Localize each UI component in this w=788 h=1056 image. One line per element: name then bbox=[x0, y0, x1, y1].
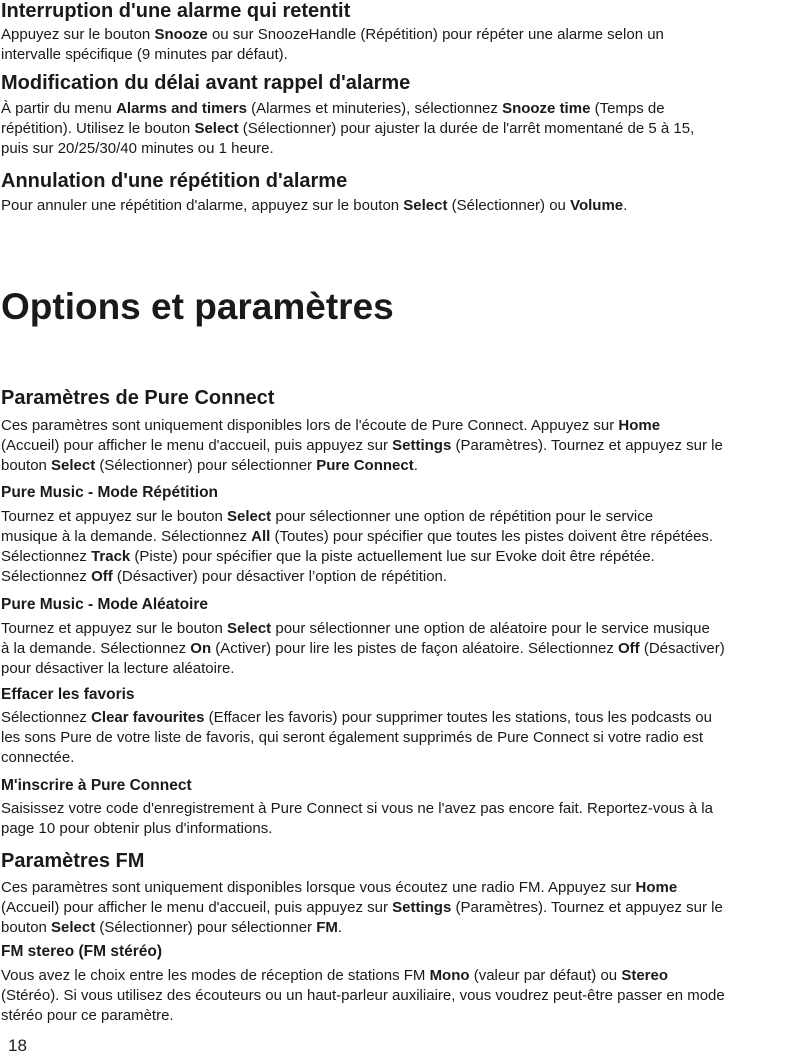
text-run: Tournez et appuyez sur le bouton bbox=[1, 508, 227, 525]
text-run: Saisissez votre code d'enregistrement à Pure Connect si vous ne l'avez pas encore fait. Reportez-vous à la page 10 pour obtenir plus d'informations. bbox=[1, 800, 713, 837]
bold-term: FM bbox=[316, 919, 338, 936]
subsection-body bbox=[1, 966, 787, 1026]
page-number: 18 bbox=[8, 1036, 27, 1055]
text-run: Ces paramètres sont uniquement disponibles lors de l'écoute de Pure Connect. Appuyez sur bbox=[1, 417, 619, 434]
bold-term: Select bbox=[51, 919, 96, 936]
bold-term: All bbox=[251, 528, 271, 545]
text-run: Tournez et appuyez sur le bouton bbox=[1, 620, 227, 637]
text-run: (Désactiver) pour désactiver l’option de répétition. bbox=[112, 568, 448, 585]
text-run: . bbox=[413, 457, 418, 474]
text-run: (Activer) pour lire les pistes de façon aléatoire. Sélectionnez bbox=[211, 640, 619, 657]
text-run: (Piste) pour spécifier que la piste actuellement lue sur Evoke doit être répétée. Sélectionnez bbox=[1, 548, 655, 585]
section-fm bbox=[1, 850, 787, 938]
section-body bbox=[1, 99, 787, 159]
text-run: pour sélectionner une option de aléatoire pour le service musique à la demande. Sélectionnez bbox=[1, 620, 710, 657]
bold-term: Settings bbox=[392, 899, 452, 916]
bold-term: Off bbox=[91, 568, 113, 585]
text-run: . bbox=[623, 197, 628, 214]
text-run: (Paramètres). Tournez et appuyez sur le bouton bbox=[1, 899, 723, 936]
section-heading: Paramètres FM bbox=[1, 850, 145, 872]
text-run: Vous avez le choix entre les modes de réception de stations FM bbox=[1, 967, 430, 984]
text-run: pour sélectionner une option de répétition pour le service musique à la demande. Sélectionnez bbox=[1, 508, 654, 545]
bold-term: Pure Connect bbox=[316, 457, 414, 474]
subsection-title: Effacer les favoris bbox=[1, 686, 135, 703]
subsection-clear-favourites bbox=[1, 686, 787, 768]
bold-term: Mono bbox=[429, 967, 470, 984]
section-heading: Paramètres de Pure Connect bbox=[1, 387, 275, 409]
text-run: (Désactiver) pour désactiver la lecture aléatoire. bbox=[1, 640, 725, 677]
section-heading: Modification du délai avant rappel d'alarme bbox=[1, 72, 411, 94]
text-run: (Accueil) pour afficher le menu d'accueil, puis appuyez sur bbox=[1, 899, 388, 916]
bold-term: Select bbox=[51, 457, 96, 474]
section-snooze-delay bbox=[1, 72, 787, 159]
text-run: (Alarmes et minuteries), sélectionnez bbox=[246, 100, 503, 117]
subsection-body bbox=[1, 708, 787, 768]
section-snooze-interrupt bbox=[1, 0, 787, 65]
subsection-repeat-mode bbox=[1, 484, 787, 587]
subsection-title: FM stereo (FM stéréo) bbox=[1, 943, 163, 960]
bold-term: Track bbox=[91, 548, 131, 565]
section-heading: Annulation d'une répétition d'alarme bbox=[1, 170, 348, 192]
text-run: (Sélectionner) ou bbox=[447, 197, 571, 214]
bold-term: Clear favourites bbox=[91, 709, 205, 726]
text-run: Sélectionnez bbox=[1, 709, 92, 726]
bold-term: Snooze time bbox=[502, 100, 591, 117]
section-body bbox=[1, 196, 787, 216]
bold-term: Stereo bbox=[621, 967, 668, 984]
text-run: ou sur SnoozeHandle (Répétition) pour répéter une alarme selon un intervalle spécifique (9 minutes par défaut). bbox=[1, 26, 664, 63]
bold-term: On bbox=[190, 640, 212, 657]
chapter-title: Options et paramètres bbox=[1, 286, 394, 327]
text-run: . bbox=[337, 919, 343, 936]
text-run: (Sélectionner) pour sélectionner bbox=[95, 919, 317, 936]
text-run: (Sélectionner) pour ajuster la durée de l'arrêt momentané de 5 à 15, puis sur 20/25/30/40 minutes ou 1 heure. bbox=[1, 120, 695, 157]
subsection-body bbox=[1, 507, 787, 587]
section-snooze-cancel bbox=[1, 170, 787, 216]
chapter-block bbox=[1, 287, 787, 327]
text-run: Ces paramètres sont uniquement disponibles lorsque vous écoutez une radio FM. Appuyez sur bbox=[1, 879, 636, 896]
text-run: À partir du menu bbox=[1, 100, 117, 117]
subsection-body bbox=[1, 619, 787, 679]
bold-term: Alarms and timers bbox=[116, 100, 247, 117]
text-run: (Paramètres). Tournez et appuyez sur le bouton bbox=[1, 437, 723, 474]
text-run: Pour annuler une répétition d'alarme, appuyez sur le bouton bbox=[1, 197, 404, 214]
bold-term: Home bbox=[635, 879, 678, 896]
bold-term: Home bbox=[618, 417, 661, 434]
subsection-title: Pure Music - Mode Aléatoire bbox=[1, 596, 208, 613]
bold-term: Select bbox=[226, 620, 272, 637]
text-run: Appuyez sur le bouton bbox=[1, 26, 155, 43]
bold-term: Select bbox=[194, 120, 239, 137]
section-intro bbox=[1, 416, 787, 476]
text-run: (Toutes) pour spécifier que toutes les pistes doivent être répétées. Sélectionnez bbox=[1, 528, 714, 565]
bold-term: Snooze bbox=[154, 26, 208, 43]
text-run: (Effacer les favoris) pour supprimer toutes les stations, tous les podcasts ou les sons Pure de votre liste de favoris, qui seront également supprimés de Pure Connect si votre radio est connectée. bbox=[1, 709, 712, 766]
section-body bbox=[1, 25, 787, 65]
bold-term: Settings bbox=[392, 437, 452, 454]
section-pure-connect bbox=[1, 387, 787, 476]
subsection-body bbox=[1, 799, 787, 839]
bold-term: Select bbox=[226, 508, 272, 525]
text-run: (valeur par défaut) ou bbox=[469, 967, 622, 984]
text-run: (Accueil) pour afficher le menu d'accueil, puis appuyez sur bbox=[1, 437, 388, 454]
section-heading: Interruption d'une alarme qui retentit bbox=[1, 0, 351, 22]
subsection-register bbox=[1, 777, 787, 839]
subsection-fm-stereo bbox=[1, 943, 787, 1026]
text-run: (Stéréo). Si vous utilisez des écouteurs ou un haut-parleur auxiliaire, vous voudrez peut-être passer en mode stéréo pour ce paramètre. bbox=[1, 987, 725, 1024]
bold-term: Select bbox=[403, 197, 448, 214]
bold-term: Volume bbox=[570, 197, 624, 214]
text-run: (Sélectionner) pour sélectionner bbox=[95, 457, 317, 474]
text-run: (Temps de répétition). Utilisez le bouton bbox=[1, 100, 665, 137]
subsection-shuffle-mode bbox=[1, 596, 787, 679]
subsection-title: M'inscrire à Pure Connect bbox=[1, 777, 192, 794]
subsection-title: Pure Music - Mode Répétition bbox=[1, 484, 219, 501]
bold-term: Off bbox=[618, 640, 640, 657]
section-intro bbox=[1, 878, 787, 938]
